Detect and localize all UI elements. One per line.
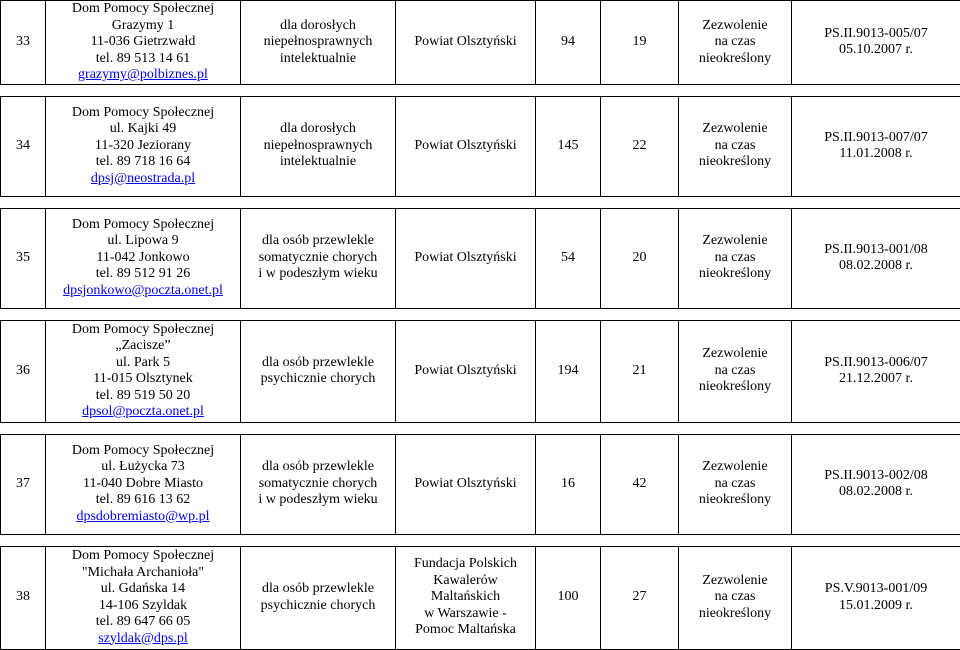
permit-line: nieokreślony — [681, 379, 789, 396]
facility-address-cell — [46, 546, 241, 649]
address-line: 14-106 Szyldak — [48, 598, 238, 615]
operator-line: Fundacja Polskich — [398, 556, 533, 573]
row-spacer-cell — [1, 196, 960, 208]
places-count: 94 — [536, 1, 601, 85]
operator-line: Pomoc Maltańska — [398, 622, 533, 639]
facility-type-cell — [241, 1, 396, 85]
address-line: Dom Pomocy Społecznej — [48, 217, 238, 234]
registration-line: PS.II.9013-006/07 — [794, 355, 958, 372]
type-line: dla osób przewlekle — [243, 233, 393, 250]
type-line: intelektualnie — [243, 51, 393, 68]
row-number: 37 — [1, 434, 46, 534]
permit-line: Zezwolenie — [681, 233, 789, 250]
facility-address-cell — [46, 96, 241, 196]
address-line: Dom Pomocy Społecznej — [48, 548, 238, 565]
operator-line: Powiat Olsztyński — [398, 34, 533, 51]
permit-cell — [679, 208, 792, 308]
operator-line: Powiat Olsztyński — [398, 138, 533, 155]
registration-line: 15.01.2009 r. — [794, 598, 958, 615]
facility-type-cell — [241, 96, 396, 196]
address-line: 11-042 Jonkowo — [48, 250, 238, 267]
email-link[interactable]: dpsj@neostrada.pl — [91, 171, 195, 186]
type-line: somatycznie chorych — [243, 476, 393, 493]
type-line: psychicznie chorych — [243, 598, 393, 615]
registration-line: PS.V.9013-001/09 — [794, 581, 958, 598]
operator-line: Kawalerów — [398, 573, 533, 590]
row-number: 33 — [1, 1, 46, 85]
facility-type-cell — [241, 434, 396, 534]
type-line: niepełnosprawnych — [243, 34, 393, 51]
permit-line: Zezwolenie — [681, 459, 789, 476]
table-body — [1, 1, 960, 650]
permit-line: Zezwolenie — [681, 18, 789, 35]
registration-cell — [792, 320, 960, 422]
permit-line: Zezwolenie — [681, 573, 789, 590]
residents-count: 27 — [601, 546, 679, 649]
table-row — [1, 546, 960, 649]
address-line: Grazymy 1 — [48, 18, 238, 35]
facility-address-cell — [46, 320, 241, 422]
row-spacer — [1, 534, 960, 546]
registration-line: 05.10.2007 r. — [794, 42, 958, 59]
registration-cell — [792, 1, 960, 85]
row-number: 35 — [1, 208, 46, 308]
table-row — [1, 1, 960, 85]
address-line: tel. 89 647 66 05 — [48, 614, 238, 631]
permit-line: Zezwolenie — [681, 346, 789, 363]
row-spacer — [1, 308, 960, 320]
table-row — [1, 96, 960, 196]
places-count: 194 — [536, 320, 601, 422]
permit-cell — [679, 546, 792, 649]
row-spacer — [1, 422, 960, 434]
operator-cell — [396, 96, 536, 196]
row-spacer — [1, 84, 960, 96]
address-line: 11-015 Olsztynek — [48, 371, 238, 388]
facility-type-cell — [241, 546, 396, 649]
type-line: dla dorosłych — [243, 121, 393, 138]
row-spacer-cell — [1, 308, 960, 320]
registration-line: 08.02.2008 r. — [794, 258, 958, 275]
type-line: i w podeszłym wieku — [243, 266, 393, 283]
operator-line: w Warszawie - — [398, 606, 533, 623]
email-link[interactable]: dpsjonkowo@poczta.onet.pl — [63, 283, 223, 298]
row-number: 34 — [1, 96, 46, 196]
email-link[interactable]: dpsdobremiasto@wp.pl — [76, 509, 209, 524]
address-line: ul. Łużycka 73 — [48, 459, 238, 476]
residents-count: 22 — [601, 96, 679, 196]
type-line: intelektualnie — [243, 154, 393, 171]
permit-line: na czas — [681, 250, 789, 267]
registration-cell — [792, 546, 960, 649]
permit-line: na czas — [681, 363, 789, 380]
address-line: 11-036 Gietrzwałd — [48, 34, 238, 51]
residents-count: 42 — [601, 434, 679, 534]
operator-cell — [396, 208, 536, 308]
permit-line: na czas — [681, 476, 789, 493]
permit-line: na czas — [681, 138, 789, 155]
registration-cell — [792, 434, 960, 534]
permit-line: na czas — [681, 34, 789, 51]
email-link[interactable]: grazymy@polbiznes.pl — [78, 67, 208, 82]
operator-line: Maltańskich — [398, 589, 533, 606]
facility-address-cell — [46, 434, 241, 534]
operator-cell — [396, 320, 536, 422]
address-line: tel. 89 519 50 20 — [48, 388, 238, 405]
permit-line: nieokreślony — [681, 606, 789, 623]
operator-cell — [396, 434, 536, 534]
address-line: Dom Pomocy Społecznej — [48, 105, 238, 122]
registration-line: PS.II.9013-005/07 — [794, 26, 958, 43]
registration-line: 08.02.2008 r. — [794, 484, 958, 501]
address-line: ul. Lipowa 9 — [48, 233, 238, 250]
table-row — [1, 320, 960, 422]
operator-line: Powiat Olsztyński — [398, 476, 533, 493]
row-number: 36 — [1, 320, 46, 422]
type-line: dla dorosłych — [243, 18, 393, 35]
registration-cell — [792, 208, 960, 308]
permit-cell — [679, 320, 792, 422]
permit-line: nieokreślony — [681, 266, 789, 283]
address-line: 11-040 Dobre Miasto — [48, 476, 238, 493]
email-line — [48, 631, 238, 648]
address-line: "Michała Archanioła" — [48, 565, 238, 582]
address-line: tel. 89 616 13 62 — [48, 492, 238, 509]
row-spacer-cell — [1, 422, 960, 434]
address-line: ul. Park 5 — [48, 355, 238, 372]
registration-cell — [792, 96, 960, 196]
permit-cell — [679, 434, 792, 534]
places-count: 54 — [536, 208, 601, 308]
operator-cell — [396, 1, 536, 85]
row-spacer — [1, 196, 960, 208]
type-line: dla osób przewlekle — [243, 355, 393, 372]
registration-line: PS.II.9013-001/08 — [794, 242, 958, 259]
email-link[interactable]: szyldak@dps.pl — [98, 631, 188, 646]
address-line: „Zacisze” — [48, 338, 238, 355]
type-line: somatycznie chorych — [243, 250, 393, 267]
facility-type-cell — [241, 320, 396, 422]
type-line: psychicznie chorych — [243, 371, 393, 388]
places-count: 145 — [536, 96, 601, 196]
row-spacer-cell — [1, 84, 960, 96]
residents-count: 20 — [601, 208, 679, 308]
permit-cell — [679, 96, 792, 196]
operator-line: Powiat Olsztyński — [398, 250, 533, 267]
registration-line: PS.II.9013-007/07 — [794, 130, 958, 147]
permit-line: Zezwolenie — [681, 121, 789, 138]
row-number: 38 — [1, 546, 46, 649]
type-line: niepełnosprawnych — [243, 138, 393, 155]
operator-cell — [396, 546, 536, 649]
places-count: 16 — [536, 434, 601, 534]
permit-cell — [679, 1, 792, 85]
address-line: Dom Pomocy Społecznej — [48, 443, 238, 460]
registration-line: 21.12.2007 r. — [794, 371, 958, 388]
permit-line: nieokreślony — [681, 492, 789, 509]
registration-line: 11.01.2008 r. — [794, 146, 958, 163]
address-line: tel. 89 718 16 64 — [48, 154, 238, 171]
address-line: 11-320 Jeziorany — [48, 138, 238, 155]
email-line — [48, 404, 238, 421]
email-line — [48, 171, 238, 188]
permit-line: nieokreślony — [681, 51, 789, 68]
residents-count: 19 — [601, 1, 679, 85]
residents-count: 21 — [601, 320, 679, 422]
address-line: ul. Kajki 49 — [48, 121, 238, 138]
table-row — [1, 208, 960, 308]
type-line: dla osób przewlekle — [243, 459, 393, 476]
permit-line: nieokreślony — [681, 154, 789, 171]
address-line: Dom Pomocy Społecznej — [48, 1, 238, 18]
address-line: tel. 89 513 14 61 — [48, 51, 238, 68]
address-line: ul. Gdańska 14 — [48, 581, 238, 598]
type-line: dla osób przewlekle — [243, 581, 393, 598]
table-row — [1, 434, 960, 534]
permit-line: na czas — [681, 589, 789, 606]
email-link[interactable]: dpsol@poczta.onet.pl — [82, 404, 204, 419]
email-line — [48, 509, 238, 526]
row-spacer-cell — [1, 534, 960, 546]
operator-line: Powiat Olsztyński — [398, 363, 533, 380]
registration-line: PS.II.9013-002/08 — [794, 468, 958, 485]
address-line: tel. 89 512 91 26 — [48, 266, 238, 283]
address-line: Dom Pomocy Społecznej — [48, 322, 238, 339]
places-count: 100 — [536, 546, 601, 649]
type-line: i w podeszłym wieku — [243, 492, 393, 509]
facility-address-cell — [46, 1, 241, 85]
facility-address-cell — [46, 208, 241, 308]
email-line — [48, 67, 238, 84]
email-line — [48, 283, 238, 300]
facility-type-cell — [241, 208, 396, 308]
